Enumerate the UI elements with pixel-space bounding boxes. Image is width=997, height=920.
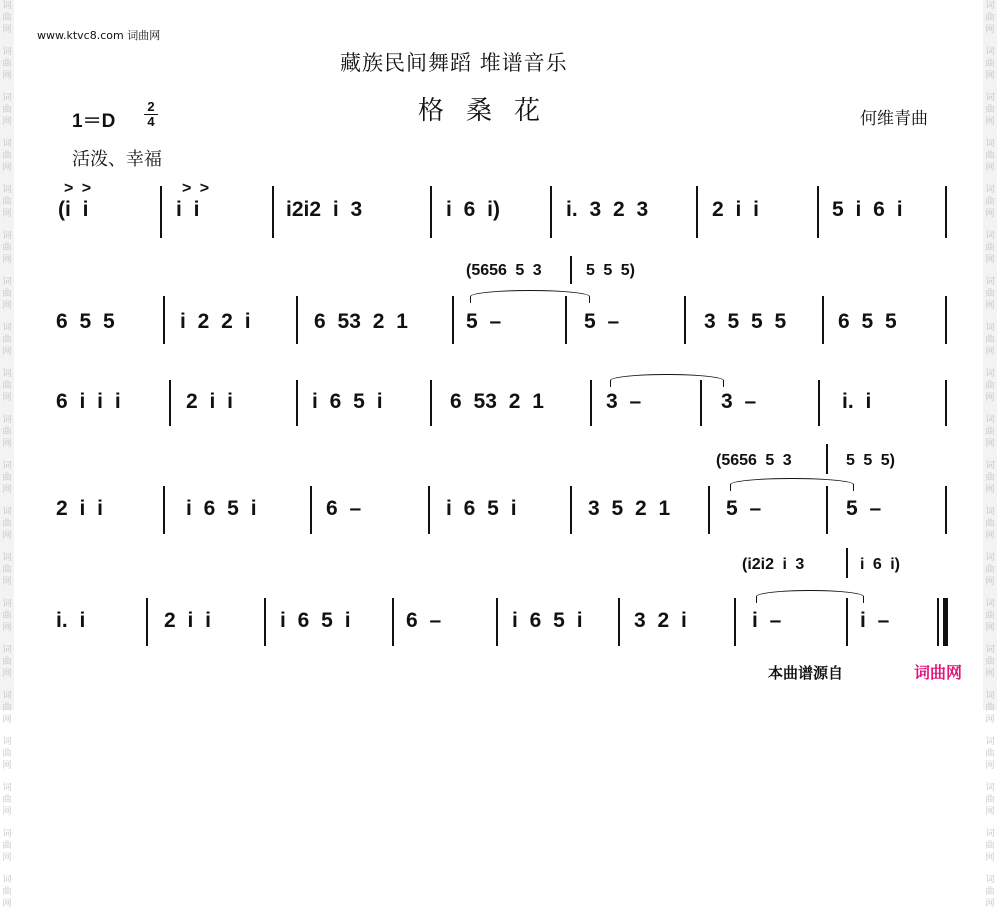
watermark-glyph: 曲 <box>985 749 995 759</box>
watermark-glyph: 网 <box>985 807 995 817</box>
measure: i 6 5 i <box>446 497 517 520</box>
watermark-glyph: 网 <box>2 761 12 771</box>
watermark-glyph: 词 <box>2 691 12 701</box>
left-watermark-strip <box>0 0 14 909</box>
measure: 6 53 2 1 <box>314 310 408 333</box>
tie-slur <box>470 290 590 303</box>
watermark-glyph: 网 <box>2 669 12 679</box>
measure: 5 – <box>584 310 620 333</box>
measure: 6 5 5 <box>56 310 115 333</box>
watermark-gap <box>983 450 997 460</box>
watermark-glyph: 曲 <box>2 795 12 805</box>
watermark-glyph: 词 <box>2 231 12 241</box>
watermark-glyph: 网 <box>985 393 995 403</box>
watermark-glyph: 曲 <box>2 657 12 667</box>
watermark-glyph: 曲 <box>985 565 995 575</box>
watermark-glyph: 曲 <box>2 13 12 23</box>
watermark-glyph: 曲 <box>2 611 12 621</box>
bar-line <box>160 186 162 238</box>
watermark-glyph: 词 <box>2 461 12 471</box>
watermark-glyph: 词 <box>985 737 995 747</box>
bar-line <box>846 598 848 646</box>
cue-notes: 5 5 5) <box>846 452 895 469</box>
watermark-glyph: 词 <box>985 369 995 379</box>
watermark-glyph: 曲 <box>2 427 12 437</box>
watermark-gap <box>0 818 14 828</box>
watermark-glyph: 词 <box>2 47 12 57</box>
measure: i 6 5 i <box>186 497 257 520</box>
time-signature <box>144 100 158 129</box>
watermark-glyph: 曲 <box>985 335 995 345</box>
watermark-glyph: 网 <box>2 531 12 541</box>
bar-line <box>945 186 947 238</box>
watermark-glyph: 词 <box>985 185 995 195</box>
watermark-glyph: 网 <box>985 255 995 265</box>
watermark-glyph: 曲 <box>985 243 995 253</box>
watermark-glyph: 词 <box>985 323 995 333</box>
bar-line <box>708 486 710 534</box>
watermark-gap <box>0 542 14 552</box>
watermark-glyph: 曲 <box>2 519 12 529</box>
bar-line <box>430 380 432 426</box>
measure: 5 – <box>846 497 882 520</box>
watermark-gap <box>983 864 997 874</box>
watermark-glyph: 词 <box>2 737 12 747</box>
watermark-glyph: 网 <box>985 71 995 81</box>
bar-line <box>296 296 298 344</box>
watermark-glyph: 曲 <box>985 473 995 483</box>
measure: 6 53 2 1 <box>450 390 544 413</box>
watermark-gap <box>983 818 997 828</box>
watermark-glyph: 曲 <box>985 289 995 299</box>
watermark-glyph: 词 <box>985 93 995 103</box>
watermark-glyph: 词 <box>985 1 995 11</box>
bar-line <box>943 598 948 646</box>
measure: i 2 2 i <box>180 310 251 333</box>
watermark-glyph: 网 <box>985 623 995 633</box>
watermark-glyph: 网 <box>985 25 995 35</box>
measure: 3 – <box>606 390 642 413</box>
watermark-gap <box>983 36 997 46</box>
watermark-glyph: 网 <box>985 669 995 679</box>
watermark-glyph: 网 <box>2 301 12 311</box>
watermark-glyph: 网 <box>985 347 995 357</box>
watermark-glyph: 曲 <box>2 887 12 897</box>
watermark-gap <box>983 726 997 736</box>
watermark-glyph: 网 <box>985 301 995 311</box>
watermark-glyph: 曲 <box>985 611 995 621</box>
watermark-glyph: 曲 <box>2 335 12 345</box>
watermark-gap <box>983 358 997 368</box>
watermark-glyph: 曲 <box>2 197 12 207</box>
cue-bar-line <box>846 548 848 578</box>
watermark-glyph: 网 <box>2 347 12 357</box>
watermark-glyph: 网 <box>985 577 995 587</box>
watermark-glyph: 词 <box>985 783 995 793</box>
watermark-glyph: 曲 <box>985 13 995 23</box>
watermark-gap <box>983 312 997 322</box>
watermark-glyph: 网 <box>2 485 12 495</box>
watermark-glyph: 网 <box>985 853 995 863</box>
watermark-gap <box>983 910 997 920</box>
tie-slur <box>610 374 724 387</box>
watermark-gap <box>983 266 997 276</box>
measure: 6 5 5 <box>838 310 897 333</box>
watermark-glyph: 网 <box>2 163 12 173</box>
cue-notes: 5 5 5) <box>586 262 635 279</box>
cue-notes: (5656 5 3 <box>716 452 792 469</box>
watermark-gap <box>0 772 14 782</box>
watermark-gap <box>0 174 14 184</box>
watermark-glyph: 网 <box>2 255 12 265</box>
bar-line <box>590 380 592 426</box>
watermark-glyph: 网 <box>2 25 12 35</box>
accent-marks: > > <box>182 180 210 197</box>
watermark-glyph: 网 <box>2 807 12 817</box>
bar-line <box>430 186 432 238</box>
cue-notes: (5656 5 3 <box>466 262 542 279</box>
watermark-glyph: 曲 <box>985 197 995 207</box>
watermark-glyph: 词 <box>2 507 12 517</box>
watermark-glyph: 词 <box>985 599 995 609</box>
watermark-glyph: 网 <box>985 163 995 173</box>
measure: i – <box>860 609 890 632</box>
watermark-gap <box>0 864 14 874</box>
watermark-glyph: 曲 <box>985 59 995 69</box>
cue-notes: i 6 i) <box>860 556 901 573</box>
measure: i 6 5 i <box>312 390 383 413</box>
watermark-gap <box>983 588 997 598</box>
page-subtitle: 藏族民间舞蹈 堆谱音乐 <box>340 51 568 75</box>
watermark-glyph: 网 <box>985 899 995 909</box>
watermark-gap <box>0 404 14 414</box>
watermark-glyph: 词 <box>985 553 995 563</box>
bar-line <box>452 296 454 344</box>
watermark-glyph: 词 <box>2 139 12 149</box>
bar-line <box>696 186 698 238</box>
watermark-glyph: 网 <box>985 439 995 449</box>
watermark-glyph: 曲 <box>2 841 12 851</box>
watermark-gap <box>0 36 14 46</box>
watermark-glyph: 词 <box>985 277 995 287</box>
measure: 5 i 6 i <box>832 198 903 221</box>
bar-line <box>296 380 298 426</box>
final-bar-thin <box>937 598 939 646</box>
watermark-glyph: 网 <box>985 209 995 219</box>
watermark-glyph: 网 <box>2 209 12 219</box>
watermark-glyph: 词 <box>2 645 12 655</box>
bar-line <box>817 186 819 238</box>
bar-line <box>428 486 430 534</box>
measure: i. i <box>842 390 872 413</box>
watermark-glyph: 词 <box>985 231 995 241</box>
site-logo: 词曲网 <box>914 663 963 682</box>
cue-bar-line <box>570 256 572 284</box>
meter-top: 2 <box>147 99 155 114</box>
bar-line <box>146 598 148 646</box>
watermark-glyph: 网 <box>985 761 995 771</box>
watermark-glyph: 曲 <box>985 519 995 529</box>
watermark-glyph: 词 <box>2 599 12 609</box>
watermark-glyph: 词 <box>2 875 12 885</box>
measure: 3 – <box>721 390 757 413</box>
bar-line <box>945 486 947 534</box>
watermark-gap <box>0 220 14 230</box>
watermark-glyph: 曲 <box>2 703 12 713</box>
measure: 5 – <box>726 497 762 520</box>
watermark-glyph: 词 <box>2 185 12 195</box>
bar-line <box>618 598 620 646</box>
watermark-glyph: 网 <box>2 439 12 449</box>
measure: i. 3 2 3 <box>566 198 649 221</box>
measure: 6 – <box>406 609 442 632</box>
tempo-marking: 活泼、幸福 <box>72 149 162 170</box>
watermark-glyph: 曲 <box>985 703 995 713</box>
watermark-glyph: 曲 <box>2 151 12 161</box>
watermark-gap <box>983 496 997 506</box>
meter-bottom: 4 <box>144 114 158 129</box>
source-label: 本曲谱源自 <box>768 664 844 682</box>
bar-line <box>818 380 820 426</box>
watermark-gap <box>0 128 14 138</box>
watermark-glyph: 词 <box>985 875 995 885</box>
watermark-glyph: 曲 <box>2 381 12 391</box>
bar-line <box>550 186 552 238</box>
watermark-glyph: 网 <box>2 715 12 725</box>
site-url-watermark: www.ktvc8.com 词曲网 <box>37 29 161 42</box>
cue-notes: (i2i2 i 3 <box>742 556 805 573</box>
watermark-glyph: 词 <box>2 415 12 425</box>
watermark-glyph: 网 <box>2 117 12 127</box>
watermark-glyph: 词 <box>985 507 995 517</box>
watermark-gap <box>983 82 997 92</box>
watermark-gap <box>0 358 14 368</box>
measure: 2 i i <box>56 497 104 520</box>
measure: i. i <box>56 609 86 632</box>
measure: i 6 i) <box>446 198 501 221</box>
watermark-glyph: 曲 <box>985 427 995 437</box>
watermark-glyph: 词 <box>2 829 12 839</box>
watermark-gap <box>0 82 14 92</box>
watermark-glyph: 曲 <box>2 59 12 69</box>
bar-line <box>169 380 171 426</box>
measure: i 6 5 i <box>512 609 583 632</box>
watermark-gap <box>983 680 997 690</box>
bar-line <box>392 598 394 646</box>
composer-credit: 何维青曲 <box>860 109 928 129</box>
watermark-gap <box>983 634 997 644</box>
measure: i i <box>176 198 200 221</box>
watermark-glyph: 网 <box>2 71 12 81</box>
tie-slur <box>756 590 864 603</box>
bar-line <box>496 598 498 646</box>
watermark-glyph: 曲 <box>985 381 995 391</box>
watermark-glyph: 词 <box>985 461 995 471</box>
watermark-glyph: 曲 <box>985 105 995 115</box>
watermark-glyph: 曲 <box>2 243 12 253</box>
measure: 2 i i <box>164 609 212 632</box>
watermark-glyph: 词 <box>2 369 12 379</box>
watermark-glyph: 曲 <box>2 105 12 115</box>
tie-slur <box>730 478 854 491</box>
watermark-glyph: 曲 <box>2 749 12 759</box>
accent-marks: > > <box>64 180 92 197</box>
watermark-glyph: 词 <box>985 415 995 425</box>
watermark-glyph: 词 <box>985 691 995 701</box>
bar-line <box>565 296 567 344</box>
watermark-glyph: 网 <box>985 117 995 127</box>
bar-line <box>310 486 312 534</box>
watermark-glyph: 曲 <box>985 657 995 667</box>
bar-line <box>570 486 572 534</box>
watermark-glyph: 网 <box>985 531 995 541</box>
watermark-gap <box>983 174 997 184</box>
measure: 3 2 i <box>634 609 687 632</box>
watermark-gap <box>0 726 14 736</box>
watermark-glyph: 词 <box>985 47 995 57</box>
watermark-glyph: 网 <box>2 899 12 909</box>
measure: 6 – <box>326 497 362 520</box>
watermark-glyph: 词 <box>2 1 12 11</box>
key-signature: 1＝D <box>72 111 116 132</box>
watermark-glyph: 曲 <box>985 841 995 851</box>
watermark-glyph: 词 <box>2 783 12 793</box>
measure: 2 i i <box>186 390 234 413</box>
right-watermark-strip <box>983 0 997 909</box>
bar-line <box>734 598 736 646</box>
watermark-gap <box>0 450 14 460</box>
watermark-glyph: 网 <box>2 623 12 633</box>
watermark-gap <box>0 312 14 322</box>
watermark-glyph: 网 <box>985 485 995 495</box>
watermark-glyph: 词 <box>985 829 995 839</box>
cue-bar-line <box>826 444 828 474</box>
measure: (i i <box>58 198 89 221</box>
watermark-gap <box>0 680 14 690</box>
watermark-gap <box>0 634 14 644</box>
watermark-glyph: 曲 <box>2 473 12 483</box>
page-title: 格桑花 <box>418 96 563 126</box>
measure: 3 5 2 1 <box>588 497 671 520</box>
watermark-gap <box>983 542 997 552</box>
watermark-gap <box>983 404 997 414</box>
measure: i2i2 i 3 <box>286 198 363 221</box>
watermark-glyph: 词 <box>985 139 995 149</box>
watermark-glyph: 网 <box>2 853 12 863</box>
watermark-gap <box>0 266 14 276</box>
watermark-gap <box>983 220 997 230</box>
watermark-glyph: 词 <box>2 93 12 103</box>
watermark-glyph: 曲 <box>985 887 995 897</box>
watermark-gap <box>0 588 14 598</box>
watermark-gap <box>0 910 14 920</box>
bar-line <box>945 296 947 344</box>
watermark-glyph: 网 <box>2 393 12 403</box>
watermark-gap <box>983 128 997 138</box>
bar-line <box>826 486 828 534</box>
measure: i – <box>752 609 782 632</box>
measure: 5 – <box>466 310 502 333</box>
measure: i 6 5 i <box>280 609 351 632</box>
watermark-glyph: 网 <box>985 715 995 725</box>
bar-line <box>822 296 824 344</box>
bar-line <box>272 186 274 238</box>
watermark-glyph: 曲 <box>985 151 995 161</box>
bar-line <box>684 296 686 344</box>
measure: 6 i i i <box>56 390 121 413</box>
watermark-glyph: 词 <box>985 645 995 655</box>
watermark-glyph: 词 <box>2 553 12 563</box>
watermark-glyph: 曲 <box>985 795 995 805</box>
watermark-glyph: 网 <box>2 577 12 587</box>
watermark-glyph: 曲 <box>2 565 12 575</box>
bar-line <box>163 486 165 534</box>
bar-line <box>264 598 266 646</box>
watermark-glyph: 曲 <box>2 289 12 299</box>
bar-line <box>945 380 947 426</box>
watermark-glyph: 词 <box>2 277 12 287</box>
bar-line <box>163 296 165 344</box>
measure: 2 i i <box>712 198 760 221</box>
measure: 3 5 5 5 <box>704 310 787 333</box>
watermark-gap <box>983 772 997 782</box>
watermark-glyph: 词 <box>2 323 12 333</box>
watermark-gap <box>0 496 14 506</box>
